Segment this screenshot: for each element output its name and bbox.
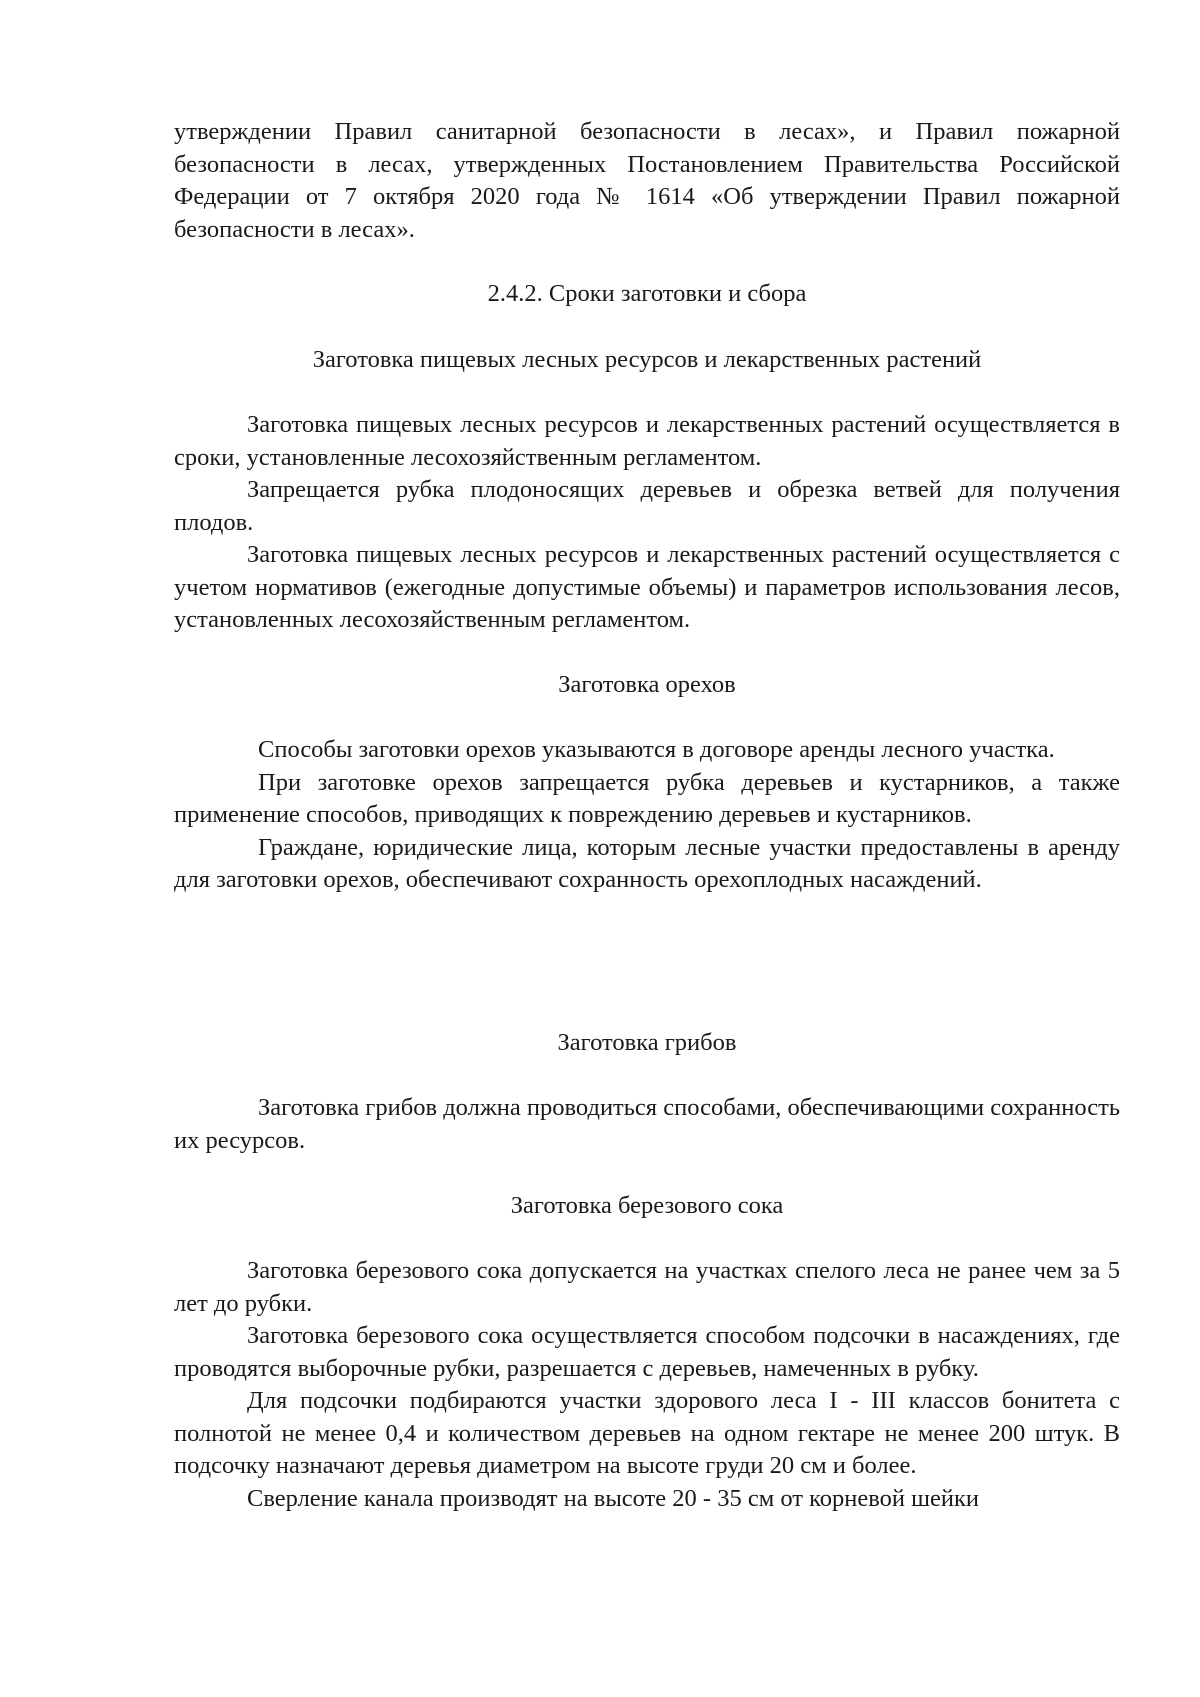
birch-sap-paragraph-2: Заготовка березового сока осуществляется способом подсочки в насаждениях, где проводятся выборочные рубки, разрешается с деревьев, намеченных в рубку.	[174, 1322, 1120, 1382]
nuts-paragraph-3: Граждане, юридические лица, которым лесные участки предоставлены в аренду для заготовки орехов, обеспечивают сохранность орехоплодных насаждений.	[174, 833, 1120, 893]
nuts-paragraph-2: При заготовке орехов запрещается рубка деревьев и кустарников, а также применение способов, приводящих к повреждению деревьев и кустарников.	[174, 768, 1120, 828]
section-heading-block	[174, 278, 1120, 311]
birch-sap-body	[174, 1255, 1120, 1515]
food-resources-paragraph-3: Заготовка пищевых лесных ресурсов и лекарственных растений осуществляется с учетом нормативов (ежегодные допустимые объемы) и параметров использования лесов, установленных лесохозяйственным регламентом.	[174, 541, 1120, 633]
food-resources-paragraph-2: Запрещается рубка плодоносящих деревьев и обрезка ветвей для получения плодов.	[174, 476, 1120, 536]
nuts-heading-block	[174, 669, 1120, 702]
birch-sap-heading-block	[174, 1190, 1120, 1223]
mushrooms-body	[174, 1092, 1120, 1157]
mushrooms-paragraph-1: Заготовка грибов должна проводиться способами, обеспечивающими сохранность их ресурсов.	[174, 1094, 1120, 1154]
food-resources-heading: Заготовка пищевых лесных ресурсов и лекарственных растений	[312, 346, 982, 373]
intro-block	[174, 116, 1120, 246]
food-resources-heading-block	[174, 344, 1120, 377]
birch-sap-paragraph-1: Заготовка березового сока допускается на участках спелого леса не ранее чем за 5 лет до рубки.	[174, 1257, 1120, 1317]
intro-paragraph: утверждении Правил санитарной безопасности в лесах», и Правил пожарной безопасности в лесах, утвержденных Постановлением Правительства Российской Федерации от 7 октября 2020 года № 1614 «Об утверждении Правил пожарной безопасности в лесах».	[174, 118, 1120, 243]
mushrooms-heading-block	[174, 1027, 1120, 1060]
section-heading: 2.4.2. Сроки заготовки и сбора	[487, 280, 807, 307]
mushrooms-heading: Заготовка грибов	[557, 1029, 737, 1056]
birch-sap-paragraph-4: Сверление канала производят на высоте 20 - 35 см от корневой шейки	[247, 1484, 979, 1512]
food-resources-paragraph-1: Заготовка пищевых лесных ресурсов и лекарственных растений осуществляется в сроки, установленные лесохозяйственным регламентом.	[174, 411, 1120, 471]
nuts-heading: Заготовка орехов	[558, 671, 736, 698]
nuts-paragraph-1: Способы заготовки орехов указываются в договоре аренды лесного участка.	[258, 736, 1055, 763]
birch-sap-paragraph-3: Для подсочки подбираются участки здорового леса I - III классов бонитета с полнотой не менее 0,4 и количеством деревьев на одном гектаре не менее 200 штук. В подсочку назначают деревья диаметром на высоте груди 20 см и более.	[174, 1387, 1120, 1479]
nuts-body	[174, 734, 1120, 897]
food-resources-body	[174, 409, 1120, 637]
birch-sap-heading: Заготовка березового сока	[510, 1192, 784, 1219]
